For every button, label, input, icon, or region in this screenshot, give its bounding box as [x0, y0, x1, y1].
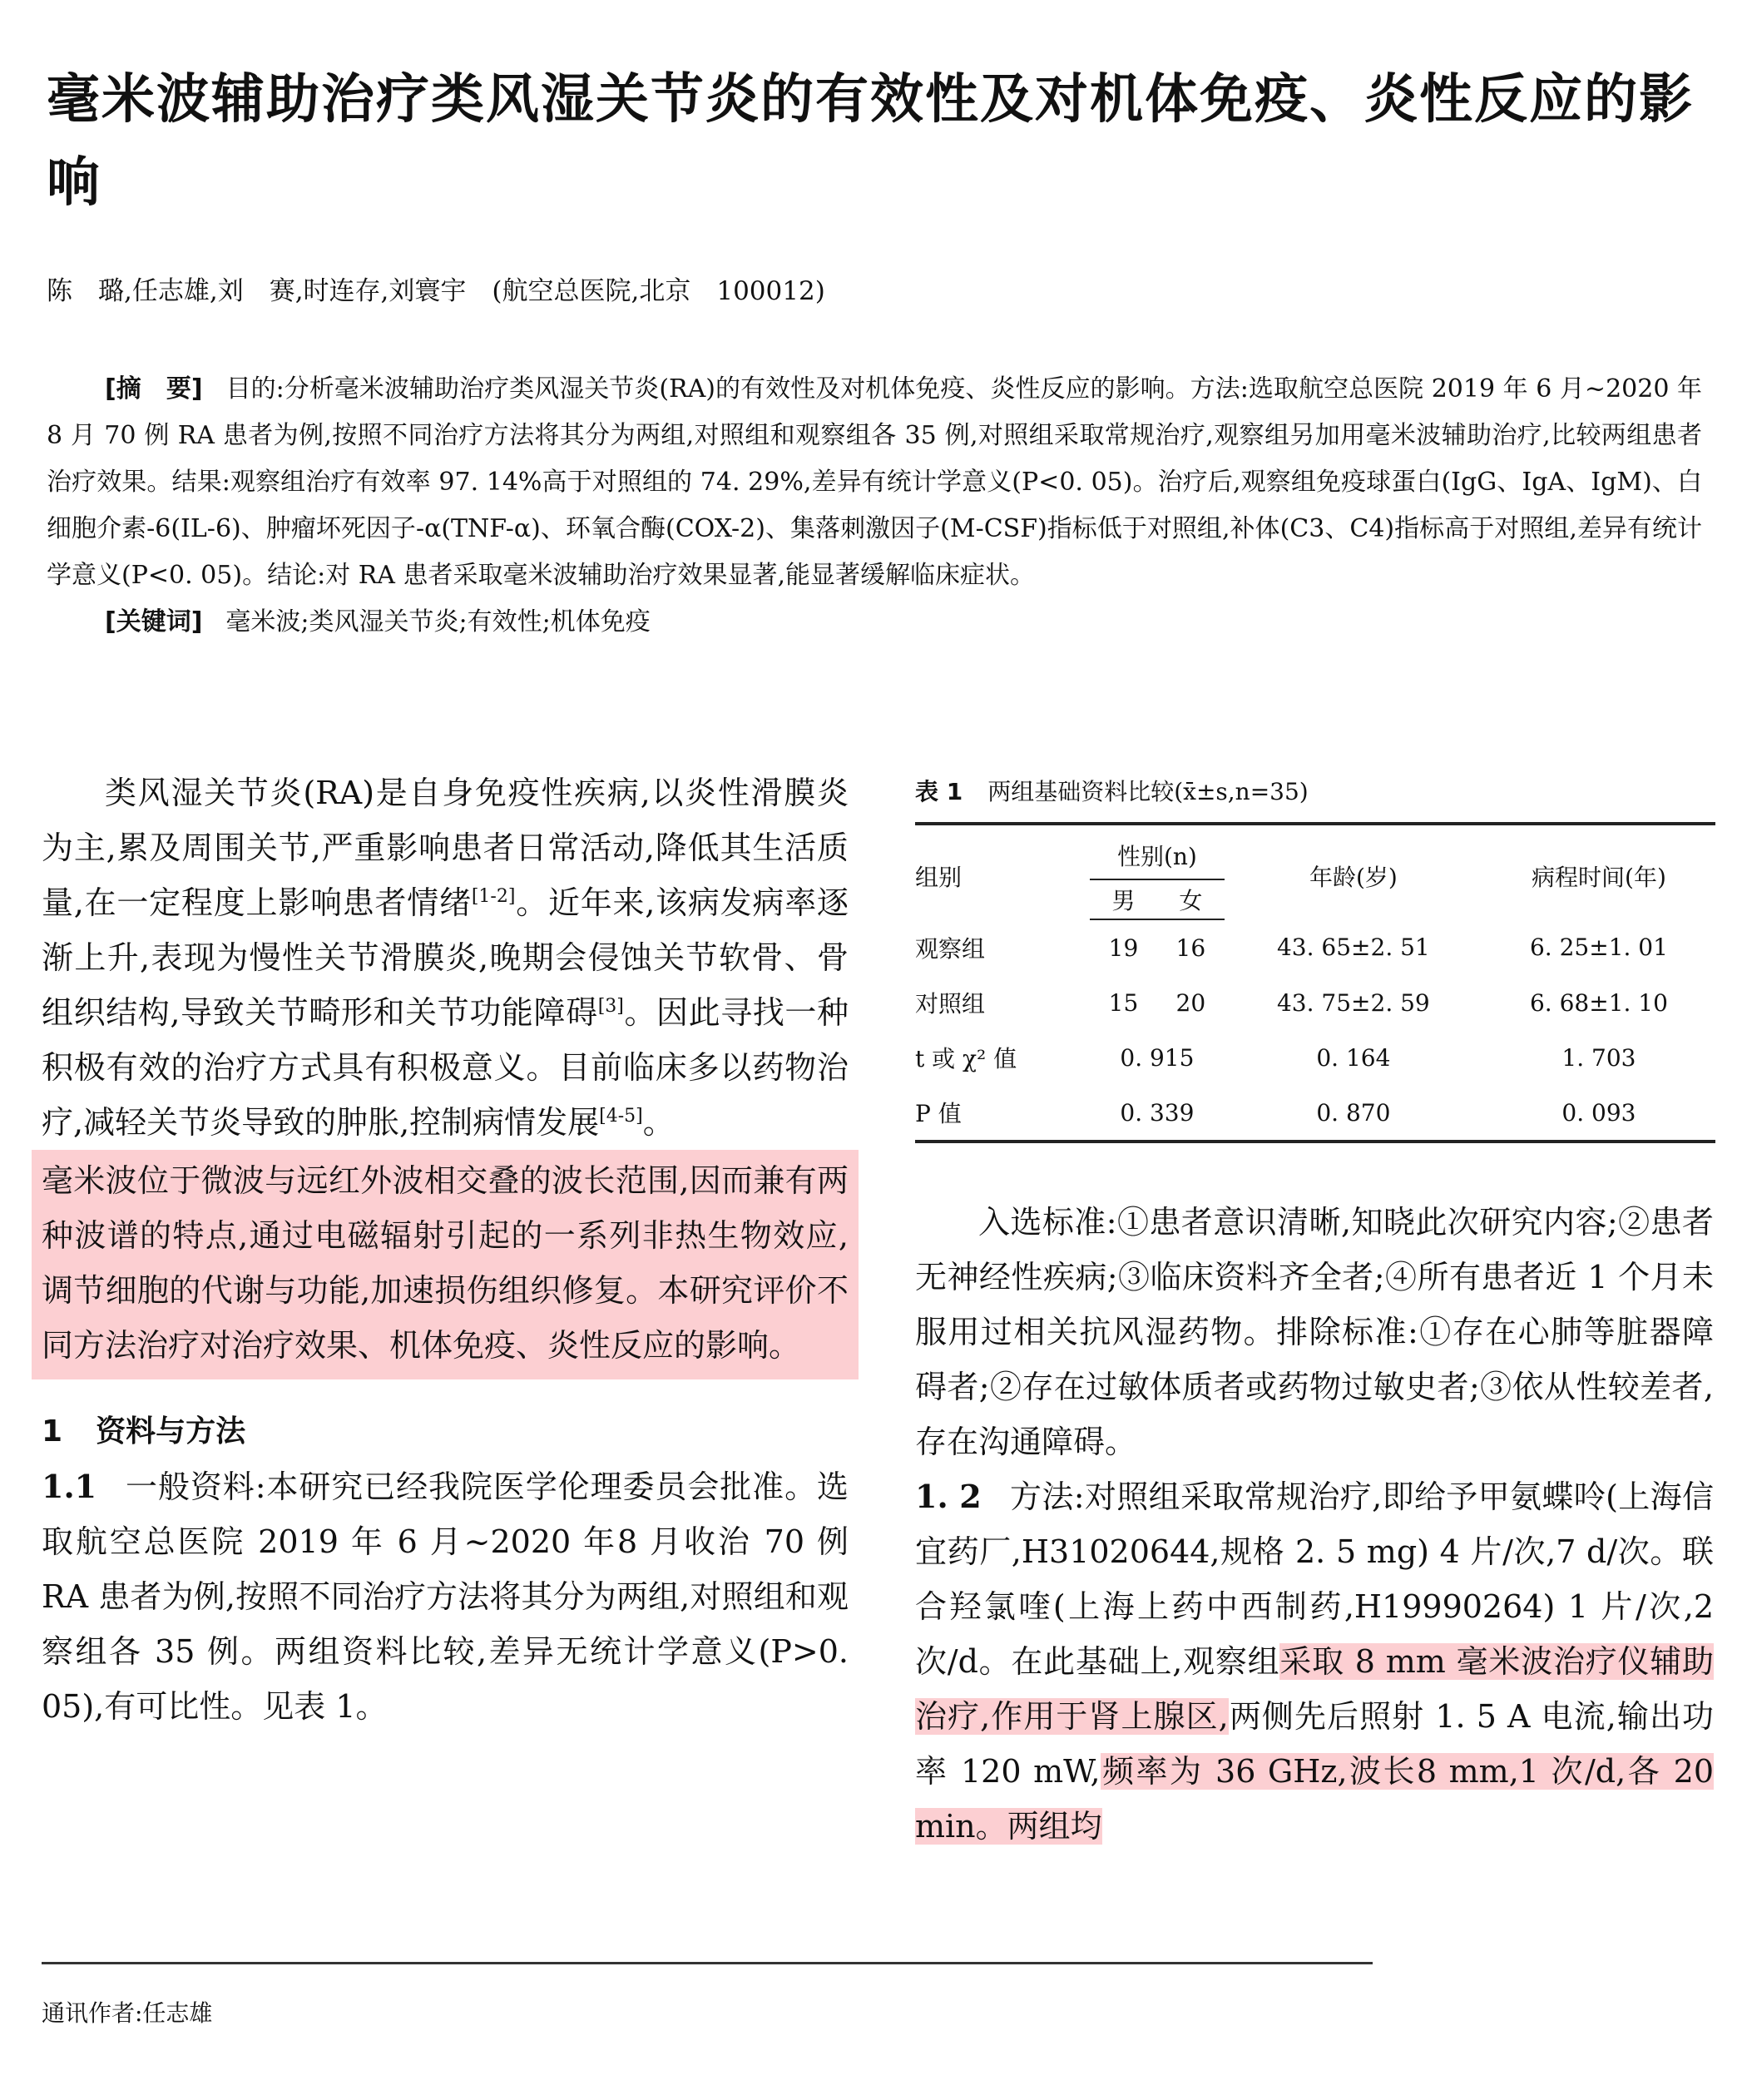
row-label: P 值 — [915, 1085, 1090, 1142]
header-duration: 病程时间(年) — [1482, 824, 1715, 919]
cell-age-stat: 0. 164 — [1316, 1043, 1391, 1072]
intro-text-2: 。近年来,该病发病率逐渐上升,表现为慢性关节滑膜炎,晚期会侵蚀关节软骨、骨组织结构,导致关节畸形和关节功能障碍 — [42, 884, 849, 1031]
section-1-heading — [42, 1404, 849, 1459]
highlighted-method-2: 频率为 36 GHz,波长8 mm,1 次/d,各 20 min。两组均 — [915, 1753, 1715, 1845]
cell-age: 43. 65±2. 51 — [1276, 934, 1430, 961]
table-1-label: 表 1 — [915, 778, 963, 805]
subsection-1-2-text: 方法:对照组采取常规治疗,即给予甲氨蝶呤(上海信宜药厂,H31020644,规格 2. 5 mg) 4 片/次,7 d/次。联合羟氯喹(上海上药中西制药,H19990264) 1 片/次,2 次/d。在此基础上,观察组 — [915, 1478, 1714, 1680]
intro-text-4: 。 — [642, 1104, 675, 1141]
cell-duration-p: 0. 093 — [1482, 1085, 1715, 1142]
footnote-divider — [42, 1962, 1373, 1964]
cell-male: 15 — [1108, 988, 1139, 1017]
citation-4-5[interactable]: [4-5] — [599, 1106, 643, 1127]
citation-3[interactable]: [3] — [597, 996, 624, 1017]
right-column — [915, 1195, 1714, 1854]
abstract-text: 目的:分析毫米波辅助治疗类风湿关节炎(RA)的有效性及对机体免疫、炎性反应的影响。方法:选取航空总医院 2019 年 6 月~2020 年 8 月 70 例 RA 患者为例,按照不同治疗方法将其分为两组,对照组和观察组各 35 例,对照组采取常规治疗,观察组另加用毫米波辅助治疗,比较两组患者治疗效果。结果:观察组治疗有效率 97. 14%高于对照组的 74. 29%,差异有统计学意义(P<0. 05)。治疗后,观察组免疫球蛋白(IgG、IgA、IgM)、白细胞介素-6(IL-6)、肿瘤坏死因子-α(TNF-α)、环氧合酶(COX-2)、集落刺激因子(M-CSF)指标低于对照组,补体(C3、C4)指标高于对照组,差异有统计学意义(P<0. 05)。结论:对 RA 患者采取毫米波辅助治疗效果显著,能显著缓解临床症状。 — [47, 374, 1702, 590]
row-label: t 或 χ² 值 — [915, 1045, 1017, 1072]
cell-female: 20 — [1175, 988, 1206, 1017]
abstract-block — [47, 366, 1702, 646]
keywords-paragraph — [47, 599, 1702, 646]
section-1-title: 资料与方法 — [96, 1414, 246, 1449]
method-text-2: 两侧先后照射 1. 5 A 电流,输出功率 120 mW, — [915, 1698, 1714, 1790]
table-row — [915, 975, 1715, 1030]
author-affiliation-line: 陈 璐,任志雄,刘 赛,时连存,刘寰宇 (航空总医院,北京 100012) — [47, 276, 825, 306]
cell-age: 43. 75±2. 59 — [1276, 988, 1430, 1017]
subsection-1-1-text: 一般资料:本研究已经我院医学伦理委员会批准。选取航空总医院 2019 年 6 月~2020 年8 月收治 70 例 RA 患者为例,按照不同治疗方法将其分为两组,对照组和观察组各 35 例。两组资料比较,差异无统计学意义(P>0. 05),有可比性。见表 1。 — [42, 1469, 849, 1725]
cell-male: 19 — [1108, 934, 1139, 962]
abstract-paragraph — [47, 366, 1702, 599]
table-1-caption-text: 两组基础资料比较(x̄±s,n=35) — [987, 778, 1309, 805]
subsection-1-1-number: 1.1 — [42, 1468, 97, 1505]
subsection-1-2-number: 1. 2 — [915, 1478, 982, 1515]
cell-duration: 6. 68±1. 10 — [1529, 988, 1668, 1017]
table-row — [915, 1085, 1715, 1142]
subsection-1-2 — [915, 1469, 1714, 1854]
section-1-number: 1 — [42, 1414, 63, 1449]
abstract-label: [摘 要] — [105, 374, 203, 404]
keywords-label: [关键词] — [105, 607, 203, 636]
header-female: 女 — [1157, 879, 1225, 919]
table-row — [915, 1030, 1715, 1085]
header-sex: 性别(n) — [1090, 824, 1225, 879]
intro-text-3: 。因此寻找一种积极有效的治疗方式具有积极意义。目前临床多以药物治疗,减轻关节炎导致的肿胀,控制病情发展 — [42, 994, 849, 1141]
table-1-caption — [915, 775, 1309, 809]
keywords-text: 毫米波;类风湿关节炎;有效性;机体免疫 — [225, 607, 651, 636]
left-column — [42, 765, 849, 1734]
cell-age-p: 0. 870 — [1225, 1085, 1482, 1142]
subsection-1-1 — [42, 1459, 849, 1734]
criteria-paragraph: 入选标准:①患者意识清晰,知晓此次研究内容;②患者无神经性疾病;③临床资料齐全者;④所有患者近 1 个月未服用过相关抗风湿药物。排除标准:①存在心肺等脏器障碍者;②存在过敏体质者或药物过敏史者;③依从性较差者,存在沟通障碍。 — [915, 1204, 1714, 1460]
row-label: 观察组 — [915, 934, 986, 963]
table-row — [915, 919, 1715, 975]
cell-sex-p: 0. 339 — [1090, 1085, 1225, 1142]
highlighted-method-1: 采取 8 mm 毫米波治疗仪辅助治疗,作用于肾上腺区, — [915, 1643, 1714, 1735]
cell-duration-stat: 1. 703 — [1561, 1043, 1636, 1072]
cell-duration: 6. 25±1. 01 — [1529, 934, 1668, 961]
highlighted-intro-passage: 毫米波位于微波与远红外波相交叠的波长范围,因而兼有两种波谱的特点,通过电磁辐射引起的一系列非热生物效应,调节细胞的代谢与功能,加速损伤组织修复。本研究评价不同方法治疗对治疗效果、机体免疫、炎性反应的影响。 — [32, 1150, 859, 1379]
citation-1-2[interactable]: [1-2] — [471, 886, 516, 907]
corresponding-author-footnote: 通讯作者:任志雄 — [42, 1999, 213, 2027]
cell-sex-stat: 0. 915 — [1120, 1043, 1195, 1072]
intro-text-1: 类风湿关节炎(RA)是自身免疫性疾病,以炎性滑膜炎为主,累及周围关节,严重影响患者日常活动,降低其生活质量,在一定程度上影响患者情绪 — [42, 775, 849, 921]
header-age: 年龄(岁) — [1225, 824, 1482, 919]
row-label: 对照组 — [915, 990, 986, 1018]
header-group: 组别 — [915, 824, 1090, 919]
cell-female: 16 — [1175, 934, 1206, 962]
intro-paragraph — [42, 765, 849, 1150]
paper-title: 毫米波辅助治疗类风湿关节炎的有效性及对机体免疫、炎性反应的影响 — [47, 69, 1694, 214]
table-1 — [915, 822, 1715, 1143]
header-male: 男 — [1090, 879, 1157, 919]
